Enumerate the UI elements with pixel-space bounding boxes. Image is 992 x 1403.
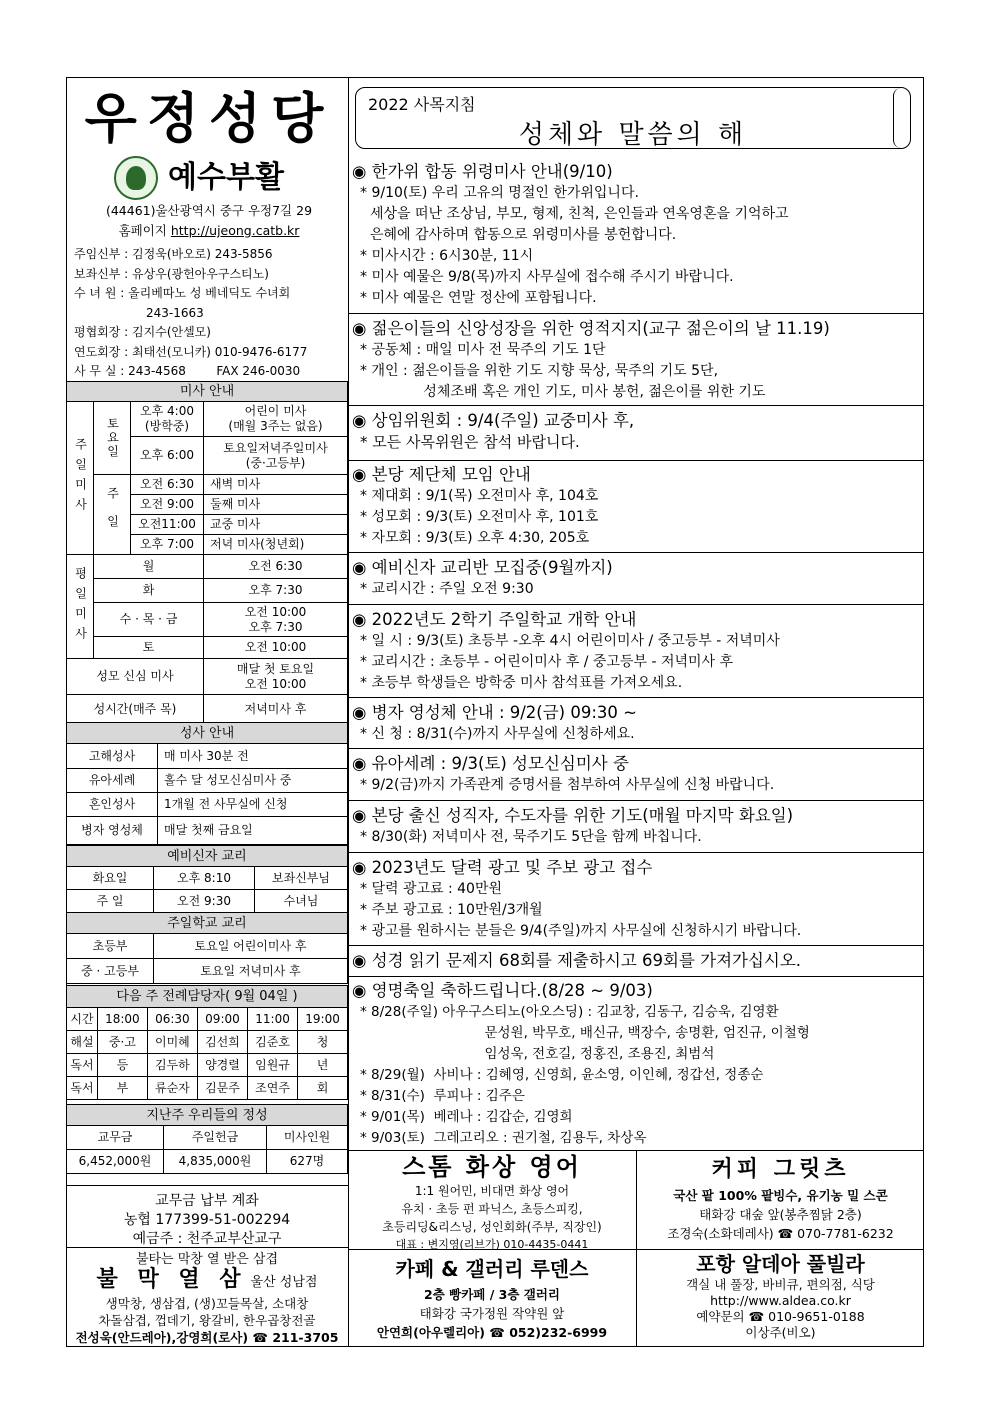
parish-name: 우정성당 (84, 86, 334, 150)
duty-header: 11:00 (248, 1008, 298, 1031)
notice-line: 세상을 떠난 조상님, 부모, 형제, 친척, 은인들과 연옥영혼을 기억하고 (370, 206, 789, 222)
notice-line: * 초등부 학생들은 방학중 미사 참석표를 가져오세요. (360, 675, 683, 691)
notice-heading: ◉ 2023년도 달력 광고 및 주보 광고 접수 (352, 858, 653, 877)
ad-coffee-line: 국산 팥 100% 팥빙수, 유기농 밀 스콘 (673, 1188, 888, 1203)
duty-cell: 독서 (67, 1077, 98, 1100)
duty-cell: 회 (298, 1077, 348, 1100)
sacrament-label: 고해성사 (67, 744, 158, 769)
notice-heading: ◉ 2022년도 2학기 주일학교 개학 안내 (352, 610, 637, 629)
notice-line: 임성욱, 전호길, 정홍진, 조용진, 최범석 (360, 1046, 715, 1062)
notice-line: * 성모회 : 9/3(토) 오전미사 후, 101호 (360, 509, 599, 525)
weekday: 토 (94, 637, 204, 659)
duty-header: 18:00 (98, 1008, 148, 1031)
divider (348, 460, 924, 461)
mary-mass-label: 성모 신심 미사 (67, 659, 204, 695)
notice-line: 은혜에 감사하며 합동으로 위령미사를 봉헌합니다. (370, 227, 677, 243)
sacrament-title: 성사 안내 (67, 723, 348, 744)
ad-coffee-line: 조경숙(소화데레사) ☎ 070-7781-6232 (667, 1226, 894, 1241)
ad-english (348, 1152, 636, 1254)
notice-heading: ◉ 성경 읽기 문제지 68회를 제출하시고 69회를 가져가십시오. (352, 951, 802, 970)
weekday-time: 오전 6:30 (204, 555, 348, 579)
notice-chuseok (352, 161, 924, 309)
divider (348, 800, 924, 801)
mass-title: 미사 안내 (67, 382, 348, 402)
ad-cafe-line: 태화강 국가정원 작약원 앞 (419, 1306, 565, 1321)
notice-line: 문성원, 박무호, 배신규, 백장수, 송명환, 엄진규, 이철형 (360, 1025, 810, 1041)
account-box (66, 1185, 348, 1248)
notice-clergy (352, 805, 924, 848)
ad-cafe (348, 1253, 636, 1342)
mass-desc: 둘째 미사 (204, 495, 348, 515)
mass-desc: 토요일저녁주일미사 (중·고등부) (204, 437, 348, 475)
notice-catechumen (352, 557, 924, 600)
ad-bulmak-top: 불타는 막창 열 받은 삼겹 (135, 1252, 279, 1267)
notice-bible (352, 950, 924, 972)
notice-line: * 8/28(주일) 아우구스티노(아오스딩) : 김교창, 김동구, 김승욱, 김영환 (360, 1004, 779, 1020)
sacrament-value: 1개월 전 사무실에 신청 (158, 793, 348, 817)
notice-sick (352, 702, 924, 745)
divider (348, 313, 924, 314)
ad-english-title: 스톰 화상 영어 (402, 1153, 582, 1181)
mass-time: 오후 4:00 (방학중) (131, 402, 204, 437)
school-label: 중 · 고등부 (67, 959, 154, 984)
notice-heading: ◉ 젊은이들의 신앙성장을 위한 영적지지(교구 젊은이의 날 11.19) (352, 319, 830, 338)
notice-line: * 9/10(토) 우리 고유의 명절인 한가위입니다. (360, 185, 639, 201)
banner-title: 성체와 말씀의 해 (518, 120, 748, 150)
notice-line: * 달력 광고료 : 40만원 (360, 881, 502, 897)
duty-cell: 청 (298, 1031, 348, 1054)
notice-line: * 자모회 : 9/3(토) 오후 4:30, 205호 (360, 530, 590, 546)
mass-time: 오전 9:00 (131, 495, 204, 515)
mass-desc: 어린이 미사 (매월 3주는 없음) (204, 402, 348, 437)
school-value: 토요일 저녁미사 후 (154, 959, 348, 984)
offering-value: 6,452,000원 (67, 1150, 164, 1174)
ad-coffee (637, 1154, 924, 1243)
notice-ads (352, 857, 924, 942)
notice-line: 성체조배 혹은 개인 기도, 미사 봉헌, 젊은이를 위한 기도 (370, 384, 766, 400)
account-holder: 예금주 : 천주교부산교구 (132, 1231, 282, 1247)
notice-line: * 미사 예물은 9/8(목)까지 사무실에 접수해 주시기 바랍니다. (360, 269, 734, 285)
notice-feast (352, 980, 924, 1149)
duty-cell: 해설 (67, 1031, 98, 1054)
offering-header: 교무금 (67, 1126, 164, 1150)
notice-line: * 9/03(토) 그레고리오 : 권기철, 김용두, 차상옥 (360, 1130, 647, 1146)
divider (348, 748, 924, 749)
duty-cell: 중·고 (98, 1031, 148, 1054)
catechumen-who: 보좌신부님 (255, 867, 348, 890)
duty-header: 09:00 (197, 1008, 247, 1031)
ad-bulmak-contact: 전성욱(안드레아),강영희(로사) ☎ 211-3705 (75, 1330, 339, 1345)
duty-cell: 양경렬 (197, 1054, 247, 1077)
notice-heading: ◉ 한가위 합동 위령미사 안내(9/10) (352, 162, 613, 181)
catechumen-who: 수녀님 (255, 890, 348, 913)
offering-value: 627명 (267, 1150, 348, 1174)
holy-hour-value: 저녁미사 후 (204, 695, 348, 725)
ad-english-line: 초등리딩&리스닝, 성인회화(주부, 직장인) (382, 1220, 602, 1234)
duty-cell: 김준호 (248, 1031, 298, 1054)
duty-cell: 등 (98, 1054, 148, 1077)
mass-time: 오전11:00 (131, 515, 204, 535)
banner-subtitle: 2022 사목지침 (368, 95, 476, 114)
notice-line: * 개인 : 젊은이들을 위한 기도 지향 묵상, 묵주의 기도 5단, (360, 363, 719, 379)
notice-line: * 9/01(목) 베레나 : 김갑순, 김영희 (360, 1109, 573, 1125)
ad-aldea-line: 이상주(비오) (745, 1325, 816, 1340)
weekday-time: 오후 7:30 (204, 579, 348, 603)
parish-logo-icon (114, 156, 158, 200)
mary-mass-value: 매달 첫 토요일 오전 10:00 (204, 659, 348, 695)
notice-baptism (352, 753, 924, 796)
notice-line: * 교리시간 : 주일 오전 9:30 (360, 581, 534, 597)
notice-line: * 8/30(화) 저녁미사 전, 묵주기도 5단을 함께 바칩니다. (360, 829, 702, 845)
ad-aldea-title: 포항 알데아 풀빌라 (696, 1252, 865, 1276)
notice-line: * 미사 예물은 연말 정산에 포함됩니다. (360, 290, 597, 306)
weekday: 수 · 목 · 금 (94, 603, 204, 637)
motto: 예수부활 (168, 160, 284, 195)
saturday-label: 토요일 (94, 402, 131, 475)
catechumen-title: 예비신자 교리 (67, 846, 348, 867)
ad-english-line: 대표 : 변지영(리브가) 010-4435-0441 (395, 1238, 589, 1251)
duty-cell: 김선희 (197, 1031, 247, 1054)
ad-english-line: 유치 · 초등 펀 파닉스, 초등스피킹, (401, 1202, 583, 1216)
sunday-mass-label: 주일미사 (67, 402, 94, 555)
homepage-link[interactable]: http://ujeong.catb.kr (170, 223, 300, 238)
ad-bulmak (66, 1251, 348, 1347)
mass-table (66, 381, 348, 725)
weekday: 화 (94, 579, 204, 603)
duty-header: 시간 (67, 1008, 98, 1031)
notice-line: * 8/29(월) 사비나 : 김혜영, 신영희, 윤소영, 이인혜, 정갑선, 정종순 (360, 1067, 764, 1083)
staff-line: 평협회장 : 김지수(안셀모) (74, 325, 211, 339)
catechumen-table (66, 845, 348, 913)
catechumen-day: 주 일 (67, 890, 154, 913)
ad-aldea-line: 객실 내 풀장, 바비큐, 편의점, 식당 (686, 1277, 875, 1292)
mass-desc: 교중 미사 (204, 515, 348, 535)
divider (348, 945, 924, 946)
sacrament-label: 혼인성사 (67, 793, 158, 817)
notice-heading: ◉ 본당 출신 성직자, 수도자를 위한 기도(매월 마지막 화요일) (352, 806, 794, 825)
school-label: 초등부 (67, 934, 154, 959)
staff-line: 수 녀 원 : 올리베따노 성 베네딕도 수녀회 (74, 286, 291, 300)
divider (348, 976, 924, 977)
mass-time: 오후 6:00 (131, 437, 204, 475)
weekday-time: 오전 10:00 (204, 637, 348, 659)
duty-header: 06:30 (147, 1008, 197, 1031)
catechumen-day: 화요일 (67, 867, 154, 890)
notice-heading: ◉ 상임위원회 : 9/4(주일) 교중미사 후, (352, 411, 635, 430)
notice-line: * 8/31(수) 루피나 : 김주은 (360, 1088, 525, 1104)
notice-heading: ◉ 병자 영성체 안내 : 9/2(금) 09:30 ~ (352, 703, 637, 722)
staff-line: 주임신부 : 김정욱(바오로) 243-5856 (74, 247, 273, 261)
sunday-school-table (66, 912, 348, 984)
notice-line: * 일 시 : 9/3(토) 초등부 -오후 4시 어린이미사 / 중고등부 - 저녁미사 (360, 633, 780, 649)
sacrament-label: 유아세례 (67, 769, 158, 793)
duty-table (66, 985, 348, 1100)
mass-time: 오후 7:00 (131, 535, 204, 555)
sacrament-table (66, 722, 348, 845)
offering-title: 지난주 우리들의 정성 (67, 1105, 348, 1126)
notice-heading: ◉ 영명축일 축하드립니다.(8/28 ~ 9/03) (352, 981, 653, 1000)
mass-desc: 저녁 미사(청년회) (204, 535, 348, 555)
notice-line: * 미사시간 : 6시30분, 11시 (360, 248, 534, 264)
divider (348, 552, 924, 553)
duty-header: 19:00 (298, 1008, 348, 1031)
notice-line: * 주보 광고료 : 10만원/3개월 (360, 902, 543, 918)
divider (348, 604, 924, 605)
notice-line: * 제대회 : 9/1(목) 오전미사 후, 104호 (360, 488, 599, 504)
catechumen-time: 오후 8:10 (154, 867, 255, 890)
notice-committee (352, 410, 924, 453)
notice-heading: ◉ 예비신자 교리반 모집중(9월까지) (352, 558, 613, 577)
notice-heading: ◉ 유아세례 : 9/3(토) 성모신심미사 중 (352, 754, 629, 773)
notice-line: * 신 청 : 8/31(수)까지 사무실에 신청하세요. (360, 726, 635, 742)
mass-time: 오전 6:30 (131, 475, 204, 495)
duty-cell: 이미혜 (147, 1031, 197, 1054)
homepage: 홈페이지 http://ujeong.catb.kr (118, 223, 300, 238)
notice-youth (352, 318, 924, 403)
ad-english-line: 1:1 원어민, 비대면 화상 영어 (414, 1184, 570, 1198)
catechumen-time: 오전 9:30 (154, 890, 255, 913)
staff-line: 사 무 실 : 243-4568 FAX 246-0030 (74, 364, 301, 378)
notice-heading: ◉ 본당 제단체 모임 안내 (352, 465, 531, 484)
duty-cell: 김두하 (147, 1054, 197, 1077)
staff-line: 243-1663 (146, 305, 204, 320)
sacrament-label: 병자 영성체 (67, 817, 158, 845)
notice-line: * 교리시간 : 초등부 - 어린이미사 후 / 중고등부 - 저녁미사 후 (360, 654, 734, 670)
divider (348, 405, 924, 406)
ad-coffee-line: 태화강 대숲 앞(봉추찜닭 2층) (699, 1207, 862, 1222)
offering-value: 4,835,000원 (164, 1150, 267, 1174)
ad-cafe-line: 2층 빵카페 / 3층 갤러리 (424, 1287, 560, 1302)
notice-line: * 모든 사목위원은 참석 바랍니다. (360, 433, 580, 451)
school-value: 토요일 어린이미사 후 (154, 934, 348, 959)
sacrament-value: 홀수 달 성모신심미사 중 (158, 769, 348, 793)
duty-cell: 부 (98, 1077, 148, 1100)
staff-list (74, 245, 348, 382)
duty-cell: 독서 (67, 1054, 98, 1077)
divider (348, 697, 924, 698)
notice-school (352, 609, 924, 694)
staff-line: 연도회장 : 최태선(모니카) 010-9476-6177 (74, 344, 308, 359)
notice-line: * 광고를 원하시는 분들은 9/4(주일)까지 사무실에 신청하시기 바랍니다. (360, 923, 802, 939)
account-number: 농협 177399-51-002294 (123, 1212, 291, 1228)
duty-cell: 조연주 (248, 1077, 298, 1100)
ad-bulmak-name: 불 막 열 삼 (96, 1267, 247, 1292)
notice-line: * 공동체 : 매일 미사 전 묵주의 기도 1단 (360, 342, 606, 358)
offering-table (66, 1104, 348, 1174)
ad-aldea-line: 예약문의 ☎ 010-9651-0188 (696, 1309, 865, 1324)
sunday-label: 주일 (94, 475, 131, 555)
weekday-mass-label: 평일미사 (67, 555, 94, 659)
ad-aldea-line: http://www.aldea.co.kr (710, 1293, 851, 1308)
duty-cell: 류순자 (147, 1077, 197, 1100)
address: (44461)울산광역시 중구 우정7길 29 (105, 203, 313, 218)
duty-cell: 임원규 (248, 1054, 298, 1077)
ad-bulmak-line: 차돌삼겹, 껍데기, 왕갈비, 한우곱창전골 (98, 1313, 316, 1328)
ad-bulmak-branch: 울산 성남점 (250, 1275, 318, 1290)
staff-line: 보좌신부 : 유상우(광헌아우구스티노) (74, 266, 269, 281)
ad-coffee-title: 커피 그릿츠 (711, 1157, 850, 1182)
ad-aldea (637, 1251, 924, 1341)
holy-hour-label: 성시간(매주 목) (67, 695, 204, 725)
duty-cell: 년 (298, 1054, 348, 1077)
weekday-time: 오전 10:00 오후 7:30 (204, 603, 348, 637)
notice-groups (352, 464, 924, 549)
divider (348, 852, 924, 853)
sacrament-value: 매 미사 30분 전 (158, 744, 348, 769)
duty-title: 다음 주 전례담당자( 9월 04일 ) (67, 986, 348, 1008)
sacrament-value: 매달 첫째 금요일 (158, 817, 348, 845)
ad-bulmak-line: 생막창, 생삼겹, (생)꼬들목살, 소대창 (105, 1296, 309, 1311)
account-title: 교무금 납부 계좌 (155, 1193, 259, 1209)
notice-line: * 9/2(금)까지 가족관계 증명서를 첨부하여 사무실에 신청 바랍니다. (360, 777, 775, 793)
mass-desc: 새벽 미사 (204, 475, 348, 495)
ad-cafe-title: 카페 & 갤러리 루덴스 (395, 1257, 589, 1281)
ad-cafe-line: 안연희(아우렐리아) ☎ 052)232-6999 (376, 1325, 608, 1340)
offering-header: 주일헌금 (164, 1126, 267, 1150)
sunday-school-title: 주일학교 교리 (67, 913, 348, 934)
weekday: 월 (94, 555, 204, 579)
duty-cell: 김문주 (197, 1077, 247, 1100)
offering-header: 미사인원 (267, 1126, 348, 1150)
